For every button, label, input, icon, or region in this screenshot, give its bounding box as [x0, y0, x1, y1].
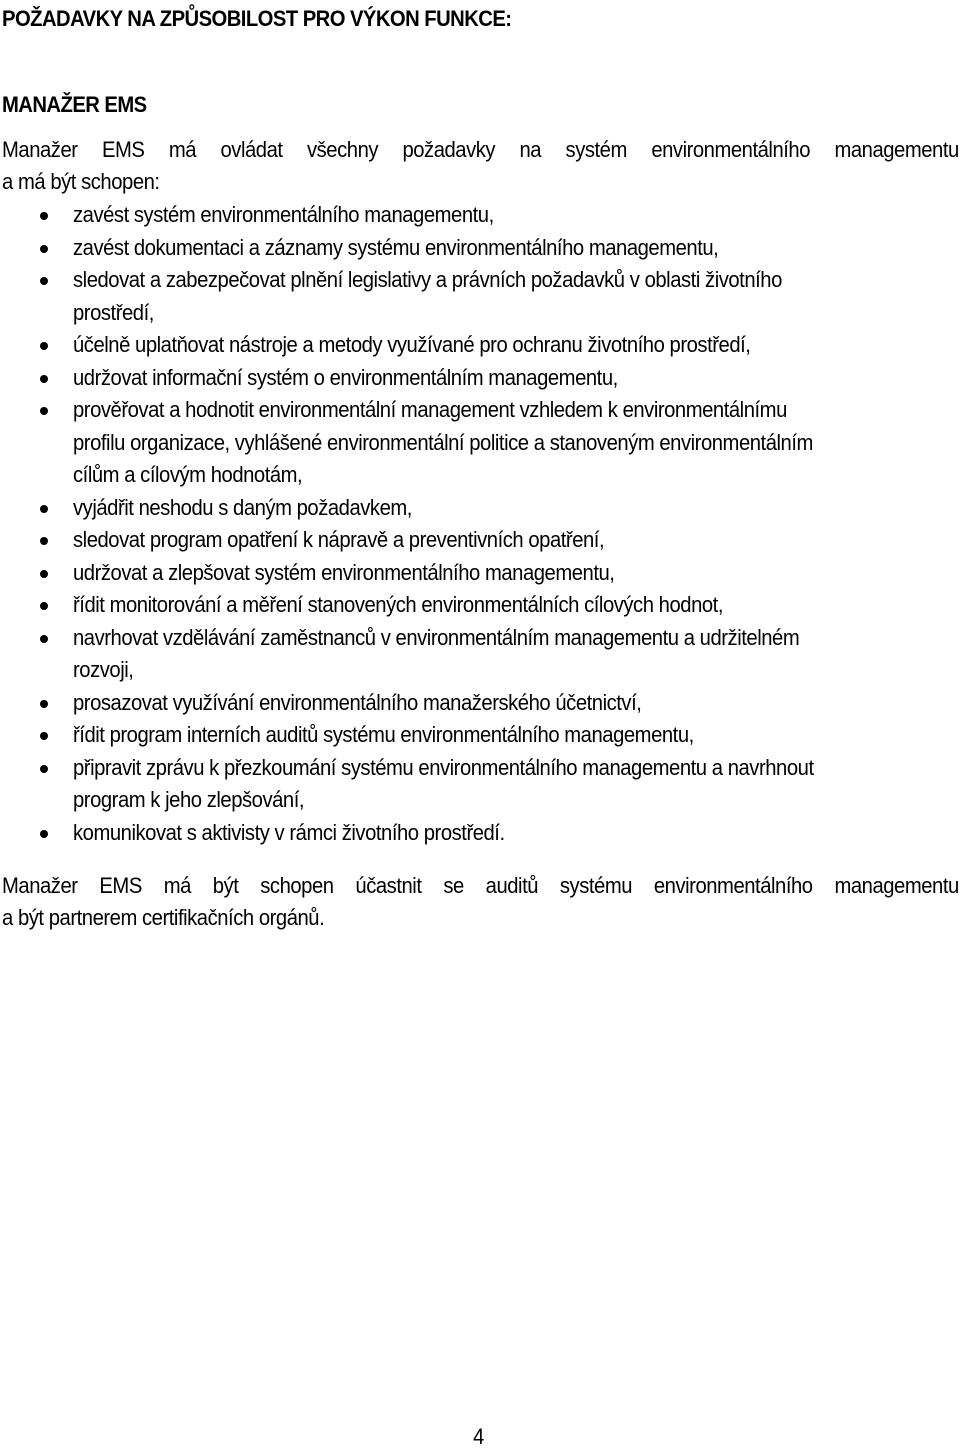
list-item-text — [73, 719, 694, 752]
list-item-line: udržovat informační systém o environmentálním managementu, — [73, 364, 618, 390]
bullet-icon — [40, 700, 48, 708]
bullet-icon — [40, 537, 48, 545]
list-item-line: udržovat a zlepšovat systém environmentálního managementu, — [73, 559, 615, 585]
bullet-icon — [40, 765, 48, 773]
page-number: 4 — [473, 1424, 485, 1449]
bullet-icon — [40, 570, 48, 578]
list-item — [0, 329, 960, 362]
bullet-icon — [40, 407, 48, 415]
list-item-line: zavést dokumentaci a záznamy systému environmentálního managementu, — [73, 234, 719, 260]
list-item-text — [73, 817, 505, 850]
list-item-text — [73, 232, 718, 265]
list-item-line: navrhovat vzdělávání zaměstnanců v environmentálním managementu a udržitelném — [73, 624, 800, 650]
intro-paragraph — [2, 134, 959, 198]
list-item-text — [73, 362, 618, 395]
list-item-line: sledovat a zabezpečovat plnění legislativy a právních požadavků v oblasti životního — [73, 267, 782, 292]
list-item-line: prověřovat a hodnotit environmentální management vzhledem k environmentálnímu — [73, 397, 787, 422]
list-item — [0, 752, 960, 817]
list-item-line: prosazovat využívání environmentálního manažerského účetnictví, — [73, 689, 642, 715]
list-item-line: rozvoji, — [73, 657, 134, 682]
list-item-line: sledovat program opatření k nápravě a preventivních opatření, — [73, 527, 605, 552]
closing-paragraph — [2, 870, 959, 934]
bullet-icon — [40, 732, 48, 740]
list-item-text — [73, 394, 813, 492]
list-item — [0, 687, 960, 720]
closing-line: a být partnerem certifikačních orgánů. — [2, 905, 325, 930]
list-item — [0, 589, 960, 622]
list-item — [0, 199, 960, 232]
list-item-text — [73, 492, 412, 525]
bullet-icon — [40, 342, 48, 350]
list-item — [0, 622, 960, 687]
list-item — [0, 817, 960, 850]
list-item-text — [73, 524, 604, 557]
list-item — [0, 524, 960, 557]
section-title: MANAŽER EMS — [2, 92, 147, 117]
list-item-text — [73, 329, 750, 362]
list-item-line: účelně uplatňovat nástroje a metody využívané pro ochranu životního prostředí, — [73, 332, 751, 357]
list-item-line: vyjádřit neshodu s daným požadavkem, — [73, 494, 412, 520]
list-item-line: program k jeho zlepšování, — [73, 787, 305, 812]
bullet-icon — [40, 245, 48, 253]
requirements-list — [0, 199, 960, 849]
list-item-text — [73, 752, 814, 817]
document-title: POŽADAVKY NA ZPŮSOBILOST PRO VÝKON FUNKCE: — [2, 6, 512, 31]
list-item-line: řídit program interních auditů systému environmentálního managementu, — [73, 722, 694, 747]
list-item — [0, 557, 960, 590]
bullet-icon — [40, 505, 48, 513]
list-item — [0, 719, 960, 752]
list-item-text — [73, 687, 641, 720]
list-item-line: prostředí, — [73, 299, 154, 325]
bullet-icon — [40, 375, 48, 383]
list-item-text — [73, 589, 723, 622]
list-item — [0, 264, 960, 329]
list-item-line: připravit zprávu k přezkoumání systému environmentálního managementu a navrhnout — [73, 754, 814, 780]
list-item-text — [73, 622, 799, 687]
list-item-line: cílům a cílovým hodnotám, — [73, 462, 303, 487]
closing-line: Manažer EMS má být schopen účastnit se auditů systému environmentálního managementu — [2, 873, 959, 898]
list-item-text — [73, 557, 614, 590]
intro-line: Manažer EMS má ovládat všechny požadavky na systém environmentálního managementu — [2, 137, 959, 162]
list-item — [0, 362, 960, 395]
list-item-text — [73, 199, 494, 232]
bullet-icon — [40, 635, 48, 643]
list-item — [0, 232, 960, 265]
list-item-line: profilu organizace, vyhlášené environmentální politice a stanoveným environmentálním — [73, 429, 813, 455]
list-item-line: zavést systém environmentálního managementu, — [73, 202, 494, 227]
bullet-icon — [40, 212, 48, 220]
list-item-text — [73, 264, 782, 329]
bullet-icon — [40, 277, 48, 285]
list-item — [0, 492, 960, 525]
list-item-line: komunikovat s aktivisty v rámci životního prostředí. — [73, 819, 505, 845]
list-item-line: řídit monitorování a měření stanovených environmentálních cílových hodnot, — [73, 592, 723, 617]
bullet-icon — [40, 830, 48, 838]
list-item — [0, 394, 960, 492]
bullet-icon — [40, 602, 48, 610]
intro-line: a má být schopen: — [2, 169, 160, 194]
